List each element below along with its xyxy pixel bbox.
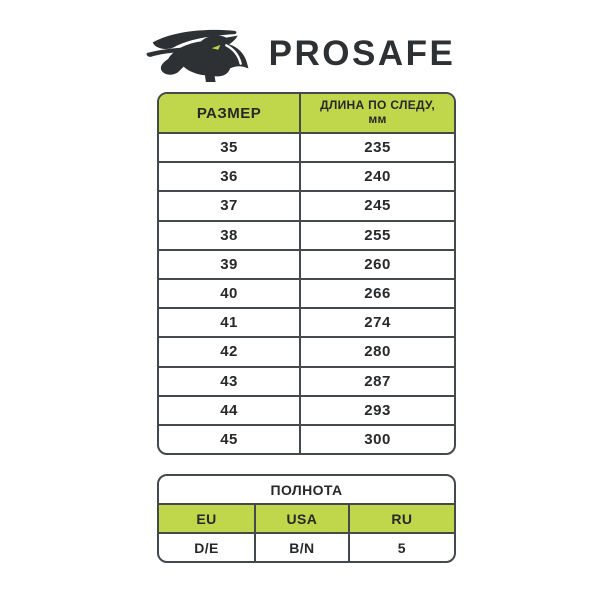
size-value: 45 [220,430,238,448]
width-table-value-row [159,532,454,561]
size-row-42 [159,336,454,365]
width-value-ru: 5 [348,534,454,561]
width-header-ru: RU [348,505,454,532]
length-value: 240 [299,163,454,190]
size-value: 44 [220,401,238,419]
size-value: 39 [220,255,238,273]
size-row-36 [159,161,454,190]
size-table-header-row [159,94,454,132]
width-table-title-row [159,476,454,503]
size-row-35 [159,132,454,161]
length-value: 300 [299,426,454,453]
width-value-usa: B/N [254,534,348,561]
length-value: 255 [299,222,454,249]
size-value: 36 [220,168,238,186]
length-value: 245 [299,192,454,219]
length-value: 287 [299,368,454,395]
size-row-43 [159,366,454,395]
size-value: 43 [220,372,238,390]
length-column-header [299,94,454,132]
size-value: 40 [220,285,238,303]
size-row-41 [159,307,454,336]
size-value: 42 [220,343,238,361]
width-table [157,474,456,563]
width-table-title: ПОЛНОТА [270,481,343,498]
length-header-line1: ДЛИНА ПО СЛЕДУ, [320,98,436,113]
length-value: 266 [299,280,454,307]
length-value: 235 [299,134,454,161]
size-value: 35 [220,139,238,157]
length-value: 280 [299,338,454,365]
size-row-45 [159,424,454,453]
rhino-logo-icon [145,23,261,85]
width-header-usa: USA [254,505,348,532]
length-header-line2: мм [368,112,387,126]
width-header-eu: EU [159,505,254,532]
width-table-header-row [159,503,454,532]
length-value: 260 [299,251,454,278]
width-value-eu: D/E [194,539,219,556]
size-row-38 [159,220,454,249]
size-column-header: РАЗМЕР [159,94,299,132]
brand-wordmark: PROSAFE [268,33,456,73]
length-value: 274 [299,309,454,336]
size-value: 41 [220,314,238,332]
size-value: 37 [220,197,238,215]
brand-header [0,22,600,86]
size-table [157,92,456,455]
size-row-39 [159,249,454,278]
size-row-37 [159,190,454,219]
length-value: 293 [299,397,454,424]
size-row-40 [159,278,454,307]
size-value: 38 [220,226,238,244]
size-row-44 [159,395,454,424]
